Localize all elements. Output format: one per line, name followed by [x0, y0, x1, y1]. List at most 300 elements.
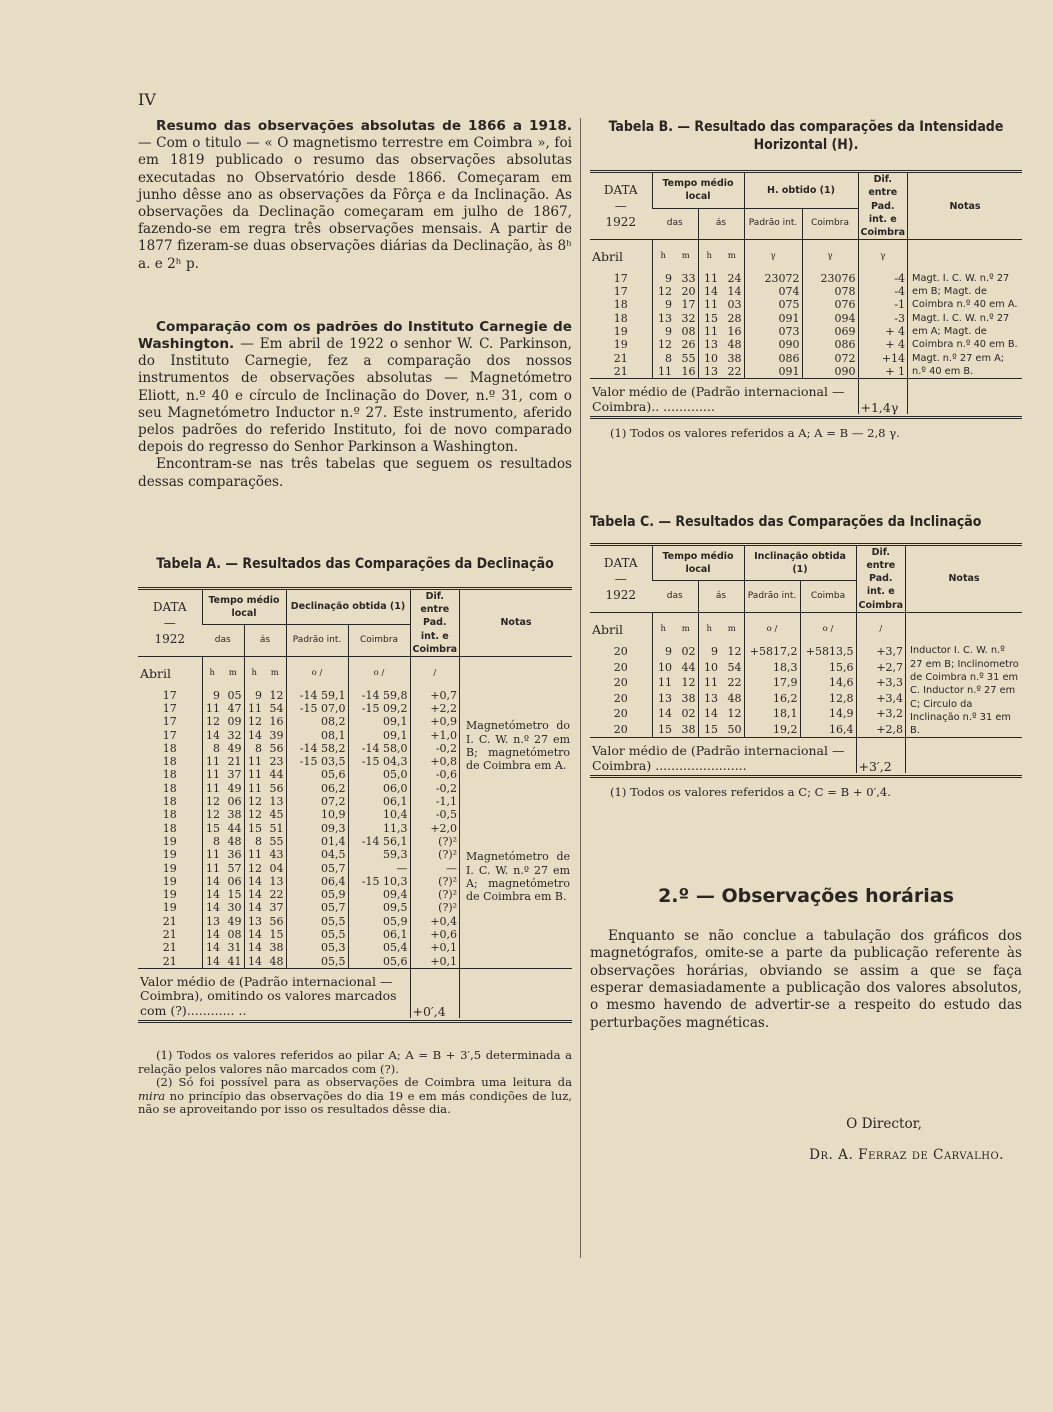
unit-label: / — [410, 657, 460, 681]
table-cell: 19 — [613, 324, 628, 338]
header-padrao: Padrão int. — [286, 625, 348, 657]
table-cell: 18,1 — [744, 706, 800, 721]
table-cell: 44 — [227, 821, 242, 835]
table-cell: 9 — [652, 325, 674, 338]
unit-label: o / — [348, 657, 410, 681]
table-cell: 06,0 — [348, 782, 410, 795]
table-cell: 14 — [244, 729, 264, 742]
table-cell: 073 — [744, 325, 802, 338]
table-cell: 17 — [162, 728, 177, 742]
table-cell: 05,3 — [286, 941, 348, 954]
table-row — [590, 352, 1022, 365]
table-cell: (?)² — [410, 848, 460, 861]
table-cell: 05,5 — [286, 928, 348, 941]
table-cell: 43 — [269, 848, 284, 862]
table-cell: 20 — [681, 285, 696, 299]
table-cell: 23072 — [744, 272, 802, 285]
table-cell: 38 — [269, 941, 284, 955]
table-cell: 50 — [727, 722, 742, 736]
table-cell: 55 — [681, 351, 696, 365]
unit-label: m — [727, 624, 736, 635]
table-cell: 45 — [269, 808, 284, 822]
table-cell: 10 — [698, 660, 720, 675]
table-cell: -15 10,3 — [348, 875, 410, 888]
table-cell: 19,2 — [744, 722, 800, 738]
unit-label: γ — [858, 240, 908, 264]
table-cell: 04,5 — [286, 848, 348, 861]
table-cell: 09,1 — [348, 729, 410, 742]
table-cell: 18 — [162, 795, 177, 809]
notes-cell: Magnetómetro de I. C. W. n.º 27 em A; magnetómetro de Coimbra em B. — [460, 848, 572, 941]
table-cell: 13 — [652, 312, 674, 325]
header-das: das — [652, 581, 698, 613]
table-cell: 17,9 — [744, 675, 800, 690]
table-cell: 51 — [269, 821, 284, 835]
table-cell: -14 59,8 — [348, 689, 410, 702]
table-cell: 21 — [162, 914, 177, 928]
table-cell: 11 — [652, 365, 674, 379]
table-cell: 26 — [681, 338, 696, 352]
table-cell: 24 — [727, 271, 742, 285]
table-cell: 49 — [227, 741, 242, 755]
table-cell: + 4 — [858, 338, 908, 351]
table-cell: (?)² — [410, 888, 460, 901]
unit-label: m — [228, 668, 237, 679]
table-cell: 13 — [698, 365, 720, 379]
unit-label: o / — [744, 613, 800, 637]
footnote-a2-mira: mira — [138, 1088, 166, 1103]
table-cell: 44 — [269, 768, 284, 782]
table-cell: 10 — [652, 660, 674, 675]
table-cell: + 4 — [858, 325, 908, 338]
table-cell: 19 — [162, 834, 177, 848]
table-cell: 11 — [202, 702, 222, 715]
table-cell: 13 — [652, 691, 674, 706]
left-column — [138, 118, 572, 1116]
paragraph-comparacao — [138, 319, 572, 457]
table-cell: 16,2 — [744, 691, 800, 706]
table-cell: 18 — [613, 311, 628, 325]
unit-label: γ — [802, 240, 858, 264]
table-cell: 20 — [613, 676, 628, 690]
table-cell: 16,4 — [800, 722, 856, 738]
table-cell: 11 — [244, 702, 264, 715]
table-cell: 11 — [698, 272, 720, 285]
header-as: ás — [698, 581, 744, 613]
table-cell: 15 — [269, 927, 284, 941]
table-cell: 086 — [744, 352, 802, 365]
unit-label: / — [856, 613, 906, 637]
right-column — [590, 118, 1022, 1165]
table-cell: 16 — [681, 364, 696, 378]
table-cell: 05,7 — [286, 901, 348, 914]
table-cell: 13 — [698, 691, 720, 706]
table-cell: +2,2 — [410, 702, 460, 715]
table-cell: 11,3 — [348, 822, 410, 835]
table-cell: 49 — [227, 781, 242, 795]
table-cell: 14 — [698, 285, 720, 298]
header-notas: Notas — [906, 544, 1022, 612]
mean-row — [138, 968, 572, 1018]
table-row — [590, 644, 1022, 659]
table-cell: 10 — [698, 352, 720, 365]
header-dif: Dif. entre Pad. int. e Coimbra — [410, 588, 460, 656]
table-cell: 094 — [802, 312, 858, 325]
notes-column — [908, 240, 1022, 264]
table-cell: 9 — [652, 272, 674, 285]
table-cell: 47 — [227, 701, 242, 715]
table-cell: 11 — [244, 782, 264, 795]
table-cell: — — [348, 862, 410, 875]
spacer-row — [138, 681, 572, 689]
table-cell: -4 — [858, 272, 908, 285]
table-cell: 09 — [227, 715, 242, 729]
table-cell: 12 — [244, 715, 264, 728]
table-cell: 05,9 — [348, 915, 410, 928]
table-cell: 09,3 — [286, 822, 348, 835]
table-cell: 49 — [227, 914, 242, 928]
table-cell: 14 — [244, 928, 264, 941]
table-cell: 14 — [244, 875, 264, 888]
header-as: ás — [244, 625, 286, 657]
table-cell: -15 04,3 — [348, 755, 410, 768]
table-cell: 17 — [613, 285, 628, 299]
header-year: 1922 — [154, 632, 186, 647]
table-cell: 54 — [269, 701, 284, 715]
table-b: DATA — 1922 Tempo médio local H. obtido (1) Dif. entre Pad. int. e Coimbra Notas das ás Padrão int. Coimbra Abril h m h m γ γ γ 17 9 33 11 24 23072 23076 -4 Magt. I. C. W. n.º 27 em B; Magt. de Coimbra n.º 40 em A. 17 12 20 14 14 074 078 -4 18 9 17 11 03 075 076 -1 18 13 32 15 28 091 094 -3 Magt. I. C. W. n.º 27 em A; Magt. de Coimbra n.º 40 em B. 19 9 08 11 16 073 069 + 4 19 12 26 13 48 090 086 + 4 21 8 55 10 38 086 072 +14 Magt. n.º 27 em A; n.º 40 em B. 21 11 16 13 22 091 090 + 1 Valor médio de (Padrão internacional — Coimbra).. ............. +1,4γ — [590, 170, 1022, 419]
header-coimbra: Coimbra — [802, 208, 858, 240]
header-coimbra: Coimbra — [348, 625, 410, 657]
footnote-b: (1) Todos os valores referidos a A; A = B — 2,8 γ. — [610, 426, 900, 441]
table-cell: 11 — [652, 675, 674, 690]
table-cell: 13 — [202, 915, 222, 928]
table-cell: 14,9 — [800, 706, 856, 721]
table-cell: 15 — [698, 312, 720, 325]
mean-label-cell — [590, 379, 858, 415]
header-year: 1922 — [605, 587, 637, 602]
table-cell: 14 — [202, 729, 222, 742]
table-cell: 56 — [269, 741, 284, 755]
table-c: DATA — 1922 Tempo médio local Inclinação obtida (1) Dif. entre Pad. int. e Coimbra Notas das ás Padrão int. Coimba Abril h m h m o / o / / 20 9 02 9 12 +5817,2 +5813,5 +3,7 Inductor I. C. W. n.º 27 em B; Inclinometro de Coimbra n.º 31 em C. Inductor n.º 27 em C; Circulo da Inclinação n.º 31 em B. 20 10 44 10 54 18,3 15,6 +2,7 20 11 12 11 22 17,9 14,6 +3,3 20 13 38 13 48 16,2 12,8 +3,4 20 14 02 14 12 18,1 14,9 +3,2 20 15 38 15 50 19,2 16,4 +2,8 Valor médio de (Padrão internacional — Coimbra) ....................... +3′,2 — [590, 543, 1022, 779]
table-cell: -15 09,2 — [348, 702, 410, 715]
unit-label: h — [202, 657, 222, 681]
signature-role: O Director, — [846, 1116, 922, 1133]
table-cell: 12 — [681, 676, 696, 690]
footnote-a1: (1) Todos os valores referidos ao pilar A; A = B + 3′,5 determinada a relação pelos valores não marcados com (?). — [138, 1048, 572, 1076]
table-cell: 37 — [227, 768, 242, 782]
unit-label: m — [270, 668, 279, 679]
table-cell: +3,7 — [856, 644, 906, 659]
table-cell: 22 — [727, 364, 742, 378]
table-cell: -3 — [858, 312, 908, 325]
header-declinacao: Declinação obtida (1) — [286, 588, 410, 625]
table-a-body — [138, 657, 572, 1022]
table-cell: +0,1 — [410, 955, 460, 969]
spacer-row — [590, 264, 1022, 272]
table-cell: 19 — [162, 848, 177, 862]
table-cell: 02 — [681, 645, 696, 659]
mean-value: +3′,2 — [856, 738, 906, 774]
table-cell: 11 — [244, 755, 264, 768]
table-cell: 23076 — [802, 272, 858, 285]
table-cell: 14 — [244, 888, 264, 901]
header-dif: Dif. entre Pad. int. e Coimbra — [858, 172, 908, 240]
table-cell: 48 — [269, 954, 284, 968]
table-cell: 57 — [227, 861, 242, 875]
table-cell: 56 — [269, 914, 284, 928]
paragraph-resumo-body: — Com o titulo — « O magnetismo terrestre em Coimbra », foi em 1819 publicado o resumo das observações absolutas executadas no Observatório desde 1866. Começaram em junho dêsse ano as observações da Fôrça e da Inclinação. As observações da Declinação começaram em julho de 1867, fazendo-se em regra três observações mensais. A partir de 1877 fizeram-se duas observações diárias da Declinação, às 8ʰ a. e 2ʰ p. — [138, 135, 572, 272]
paragraph-resumo-title: Resumo das observações absolutas de 1866 a 1918. — [156, 118, 572, 134]
table-row — [138, 715, 572, 728]
table-cell: 12 — [244, 808, 264, 821]
table-cell: 14 — [652, 706, 674, 721]
bottom-rule — [138, 1018, 572, 1022]
table-cell: -0,5 — [410, 808, 460, 821]
table-cell: 8 — [652, 352, 674, 365]
month-label: Abril — [140, 666, 171, 682]
mean-row — [590, 738, 1022, 774]
table-cell: 21 — [162, 927, 177, 941]
table-cell: 41 — [227, 954, 242, 968]
table-row — [138, 941, 572, 954]
header-notas: Notas — [908, 172, 1022, 240]
table-cell: 076 — [802, 298, 858, 311]
table-cell: 091 — [744, 312, 802, 325]
notes-column — [460, 968, 572, 1018]
table-cell: 05,0 — [348, 768, 410, 781]
table-cell: 02 — [681, 707, 696, 721]
table-cell: 9 — [698, 644, 720, 659]
table-cell: 36 — [227, 848, 242, 862]
table-cell: 56 — [269, 781, 284, 795]
table-cell: (?)² — [410, 835, 460, 848]
table-cell: 15 — [227, 888, 242, 902]
unit-label: m — [727, 251, 736, 262]
table-cell: 18 — [162, 768, 177, 782]
table-cell: 05,5 — [286, 915, 348, 928]
unit-label: h — [652, 240, 674, 264]
unit-label: h — [244, 657, 264, 681]
table-cell: 11 — [244, 768, 264, 781]
table-cell: 39 — [269, 728, 284, 742]
table-cell: 14 — [202, 928, 222, 941]
table-cell: 9 — [652, 644, 674, 659]
table-cell: 32 — [227, 728, 242, 742]
table-cell: 05,6 — [348, 955, 410, 969]
table-cell: 33 — [681, 271, 696, 285]
unit-label: h — [652, 613, 674, 637]
table-cell: 20 — [613, 691, 628, 705]
month-label: Abril — [592, 622, 623, 638]
header-dif: Dif. entre Pad. int. e Coimbra — [856, 544, 906, 612]
table-cell: 19 — [162, 874, 177, 888]
table-cell: 14,6 — [800, 675, 856, 690]
table-row — [590, 312, 1022, 325]
table-cell: 07,2 — [286, 795, 348, 808]
table-a: DATA — 1922 Tempo médio local Declinação obtida (1) Dif. entre Pad. int. e Coimbra Notas das ás Padrão int. Coimbra Abril h m h m o / o / / 17 9 05 9 12 -14 59,1 -14 59,8 +0,7 17 11 47 11 54 -15 07,0 -15 09,2 +2,2 17 12 09 12 16 08,2 09,1 +0,9 Magnetómetro do I. C. W. n.º 27 em B; magnetómetro de Coimbra em A. 17 14 32 14 39 08,1 09,1 +1,0 18 8 49 8 56 -14 58,2 -14 58,0 -0,2 18 11 21 11 23 -15 03,5 -15 04,3 +0,8 18 11 37 11 44 05,6 05,0 -0,6 18 11 49 11 56 06,2 06,0 -0,2 18 12 06 12 13 07,2 06,1 -1,1 18 12 38 12 45 10,9 10,4 -0,5 18 15 44 15 51 09,3 11,3 +2,0 19 8 48 8 55 01,4 -14 56,1 (?)² 19 11 36 11 43 04,5 59,3 (?)² Magnetómetro de I. C. W. n.º 27 em A; magnetómetro de Coimbra em B. 19 11 57 12 04 05,7 — — 19 14 06 14 13 06,4 -15 10,3 (?)² 19 14 15 14 22 05,9 09,4 (?)² 19 14 30 14 37 05,7 09,5 (?)² 21 13 49 13 56 05,5 05,9 +0,4 21 14 08 14 15 05,5 06,1 +0,6 21 14 31 14 38 05,3 05,4 +0,1 21 14 41 14 48 05,5 05,6 +0,1 Valor médio de (Padrão internacional — Coimbra), omitindo os valores marcados com (?)............ .. +0′,4 — [138, 587, 572, 1024]
table-cell: 18,3 — [744, 660, 800, 675]
unit-label: m — [681, 624, 690, 635]
month-row — [138, 657, 572, 681]
table-cell: +0,4 — [410, 915, 460, 928]
table-cell: 05,5 — [286, 955, 348, 969]
table-cell: -1 — [858, 298, 908, 311]
table-cell: 12 — [244, 862, 264, 875]
table-cell: +0,1 — [410, 941, 460, 954]
footnote-c: (1) Todos os valores referidos a C; C = B + 0′,4. — [610, 785, 891, 800]
table-cell: 17 — [162, 688, 177, 702]
table-cell: 14 — [202, 941, 222, 954]
table-cell: 19 — [162, 861, 177, 875]
table-cell: 14 — [727, 285, 742, 299]
month-label: Abril — [592, 249, 623, 265]
table-cell: -0,2 — [410, 742, 460, 755]
table-cell: 23 — [269, 755, 284, 769]
table-cell: 06 — [227, 795, 242, 809]
table-cell: 18 — [162, 741, 177, 755]
table-cell: 08,2 — [286, 715, 348, 728]
table-cell: 05,9 — [286, 888, 348, 901]
table-cell: 30 — [227, 901, 242, 915]
table-cell: 05 — [227, 688, 242, 702]
table-a-title: Tabela A. — Resultados das Comparações da Declinação — [156, 555, 554, 572]
table-cell: +0,9 — [410, 715, 460, 728]
table-row — [138, 822, 572, 835]
month-row — [590, 240, 1022, 264]
notes-column — [906, 613, 1022, 637]
table-cell: 08,1 — [286, 729, 348, 742]
paragraph-resumo — [138, 118, 572, 273]
table-cell: 55 — [269, 834, 284, 848]
header-notas: Notas — [460, 588, 572, 656]
table-cell: 15 — [202, 822, 222, 835]
table-cell: 12 — [727, 645, 742, 659]
table-cell: 8 — [202, 742, 222, 755]
notes-cell: Magt. I. C. W. n.º 27 em A; Magt. de Coimbra n.º 40 em B. — [908, 312, 1022, 352]
table-cell: 9 — [244, 689, 264, 702]
table-cell: 14 — [202, 901, 222, 914]
table-cell: 48 — [727, 338, 742, 352]
table-c-title: Tabela C. — Resultados das Comparações da Inclinação — [590, 513, 982, 530]
table-b-title: Tabela B. — Resultado das comparações da Intensidade Horizontal (H). — [608, 119, 1004, 153]
header-das: das — [202, 625, 244, 657]
table-cell: 09,5 — [348, 901, 410, 914]
table-cell: 06,2 — [286, 782, 348, 795]
table-cell: 05,6 — [286, 768, 348, 781]
table-cell: 13 — [269, 874, 284, 888]
table-cell: 075 — [744, 298, 802, 311]
table-cell: +0,6 — [410, 928, 460, 941]
header-coimbra: Coimba — [800, 581, 856, 613]
table-cell: 22 — [269, 888, 284, 902]
section-body: Enquanto se não conclue a tabulação dos gráficos dos magnetógrafos, omite-se a parte da publicação referente às observações horárias, obviando se assim a que se faça esperar demasiadamente a publicação dos valores absolutos, o mesmo havendo de advertir-se a respeito do estudo das perturbações magnéticas. — [590, 927, 1022, 1031]
table-cell: +14 — [858, 352, 908, 365]
table-cell: 21 — [227, 755, 242, 769]
header-padrao: Padrão int. — [744, 581, 800, 613]
table-cell: 06 — [227, 874, 242, 888]
mean-label-cell — [138, 968, 410, 1018]
table-cell: 12 — [202, 808, 222, 821]
table-cell: 090 — [802, 365, 858, 379]
table-cell: 11 — [202, 862, 222, 875]
table-cell: 20 — [613, 722, 628, 736]
unit-label: o / — [286, 657, 348, 681]
month-row — [590, 613, 1022, 637]
table-cell: 15 — [244, 822, 264, 835]
table-cell: 069 — [802, 325, 858, 338]
mean-dots: .. ............. — [651, 398, 715, 414]
column-divider — [580, 118, 581, 1258]
table-cell: 12 — [652, 338, 674, 351]
table-cell: 21 — [613, 351, 628, 365]
table-cell: 14 — [202, 888, 222, 901]
table-cell: 38 — [727, 351, 742, 365]
table-cell: 48 — [727, 691, 742, 705]
section-title: 2.º — Observações horárias — [658, 884, 954, 907]
unit-label: h — [698, 613, 720, 637]
table-cell: 16 — [727, 324, 742, 338]
table-cell: 078 — [802, 285, 858, 298]
table-cell: 17 — [162, 701, 177, 715]
mean-dots: ............ .. — [186, 1002, 247, 1018]
table-cell: 06,4 — [286, 875, 348, 888]
table-cell: + 1 — [858, 365, 908, 379]
header-h-obtido: H. obtido (1) — [744, 172, 858, 209]
table-cell: 091 — [744, 365, 802, 379]
notes-column — [460, 657, 572, 681]
table-cell: 03 — [727, 298, 742, 312]
table-cell: 48 — [227, 834, 242, 848]
paragraph-comparacao-body: — Em abril de 1922 o senhor W. C. Parkinson, do Instituto Carnegie, fez a comparação dos nossos instrumentos de observações absolutas — Magnetómetro Eliott, n.º 40 e círculo de Inclinação do Dover, n.º 31, com o seu Magnetómetro Inductor n.º 27. Este instrumento, aferido pelos padrões do referido Instituto, foi de novo comparado depois do regresso do Senhor Parkinson a Washington. — [138, 336, 572, 456]
table-cell: 12,8 — [800, 691, 856, 706]
header-data: DATA — [603, 555, 638, 570]
table-cell: 10,9 — [286, 808, 348, 821]
bottom-rule — [590, 773, 1022, 777]
table-cell: +0,7 — [410, 689, 460, 702]
table-cell: 38 — [681, 691, 696, 705]
table-cell: 14 — [202, 875, 222, 888]
table-cell: 20 — [613, 707, 628, 721]
table-cell: +3,4 — [856, 691, 906, 706]
table-cell: 086 — [802, 338, 858, 351]
table-cell: 15 — [652, 722, 674, 738]
table-row — [590, 272, 1022, 285]
table-cell: 17 — [681, 298, 696, 312]
table-cell: 19 — [613, 338, 628, 352]
unit-label: o / — [800, 613, 856, 637]
spacer-row — [590, 636, 1022, 644]
header-data: DATA — [603, 183, 638, 198]
table-cell: 19 — [162, 888, 177, 902]
table-cell: 072 — [802, 352, 858, 365]
table-cell: 14 — [244, 955, 264, 969]
header-padrao: Padrão int. — [744, 208, 802, 240]
table-cell: -4 — [858, 285, 908, 298]
mean-value: +1,4γ — [858, 379, 908, 415]
notes-cell: Magt. n.º 27 em A; n.º 40 em B. — [908, 352, 1022, 379]
table-row — [138, 848, 572, 861]
mean-label: Valor médio de (Padrão internacional — Coimbra) — [592, 743, 845, 773]
notes-cell: Magt. I. C. W. n.º 27 em B; Magt. de Coimbra n.º 40 em A. — [908, 272, 1022, 312]
table-cell: 12 — [202, 795, 222, 808]
header-data: DATA — [152, 600, 187, 615]
table-cell: 31 — [227, 941, 242, 955]
table-cell: -14 59,1 — [286, 689, 348, 702]
table-cell: 11 — [202, 848, 222, 861]
table-cell: -0,6 — [410, 768, 460, 781]
table-cell: 08 — [227, 927, 242, 941]
table-cell: -0,2 — [410, 782, 460, 795]
